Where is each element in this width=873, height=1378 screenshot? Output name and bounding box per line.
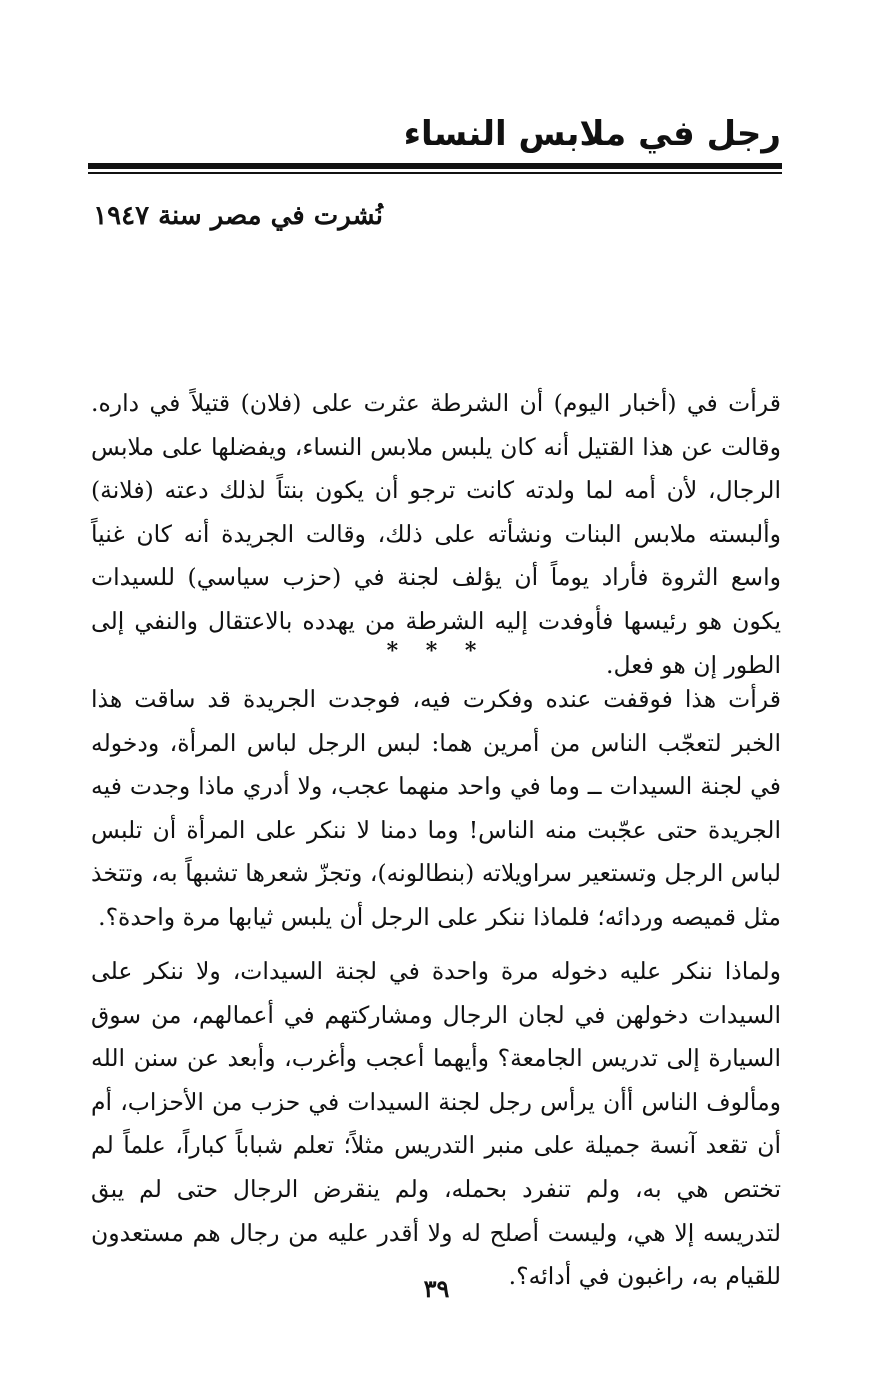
chapter-title: رجل في ملابس النساء [403, 114, 781, 154]
page-number: ٣٩ [423, 1274, 450, 1303]
title-rule-thick [88, 163, 782, 169]
paragraph-3: ولماذا ننكر عليه دخوله مرة واحدة في لجنة السيدات، ولا ننكر على السيدات دخولهن في لجان الرجال ومشاركتهم في أعمالهم، من سوق السيارة إلى تدريس الجامعة؟ وأيهما أعجب وأغرب، وأبعد عن سنن الله ومألوف الناس أأن يرأس رجل لجنة السيدات في حزب من الأحزاب، أم أن تقعد آنسة جميلة على منبر التدريس مثلاً؛ تعلم شباباً كباراً، علماً لم تختص هي به، ولم تنفرد بحمله، ولم ينقرض الرجال حتى لم يبق لتدريسه إلا هي، وليست أصلح له ولا أقدر عليه من رجال هم مستعدون للقيام به، راغبون في أدائه؟. [91, 957, 781, 1291]
publication-note: نُشرت في مصر سنة ١٩٤٧ [93, 201, 383, 231]
paragraph-1: قرأت في (أخبار اليوم) أن الشرطة عثرت على (فلان) قتيلاً في داره. وقالت عن هذا القتيل أنه كان يلبس ملابس النساء، ويفضلها على ملابس الرجال، لأن أمه لما ولدته كانت ترجو أن يكون بنتاً لذلك دعته (فلانة) وألبسته ملابس البنات ونشأته على ذلك، وقالت الجريدة أنه كان غنياً واسع الثروة فأراد يوماً أن يؤلف لجنة في (حزب سياسي) للسيدات يكون هو رئيسها فأوفدت إليه الشرطة من يهدده بالاعتقال والنفي إلى الطور إن هو فعل. [91, 389, 781, 679]
section-separator: * * * [386, 638, 487, 664]
title-rule-thin [88, 172, 782, 174]
paragraph-2: قرأت هذا فوقفت عنده وفكرت فيه، فوجدت الجريدة قد ساقت هذا الخبر لتعجّب الناس من أمرين هما: لبس الرجل لباس المرأة، ودخوله في لجنة السيدات ــ وما في واحد منهما عجب، ولا أدري ماذا وجدت فيه الجريدة حتى عجّبت منه الناس! وما دمنا لا ننكر على المرأة أن تلبس لباس الرجل وتستعير سراويلاته (بنطالونه)، وتجزّ شعرها تشبهاً به، وتتخذ مثل قميصه وردائه؛ فلماذا ننكر على الرجل أن يلبس ثيابها مرة واحدة؟. [91, 685, 781, 931]
